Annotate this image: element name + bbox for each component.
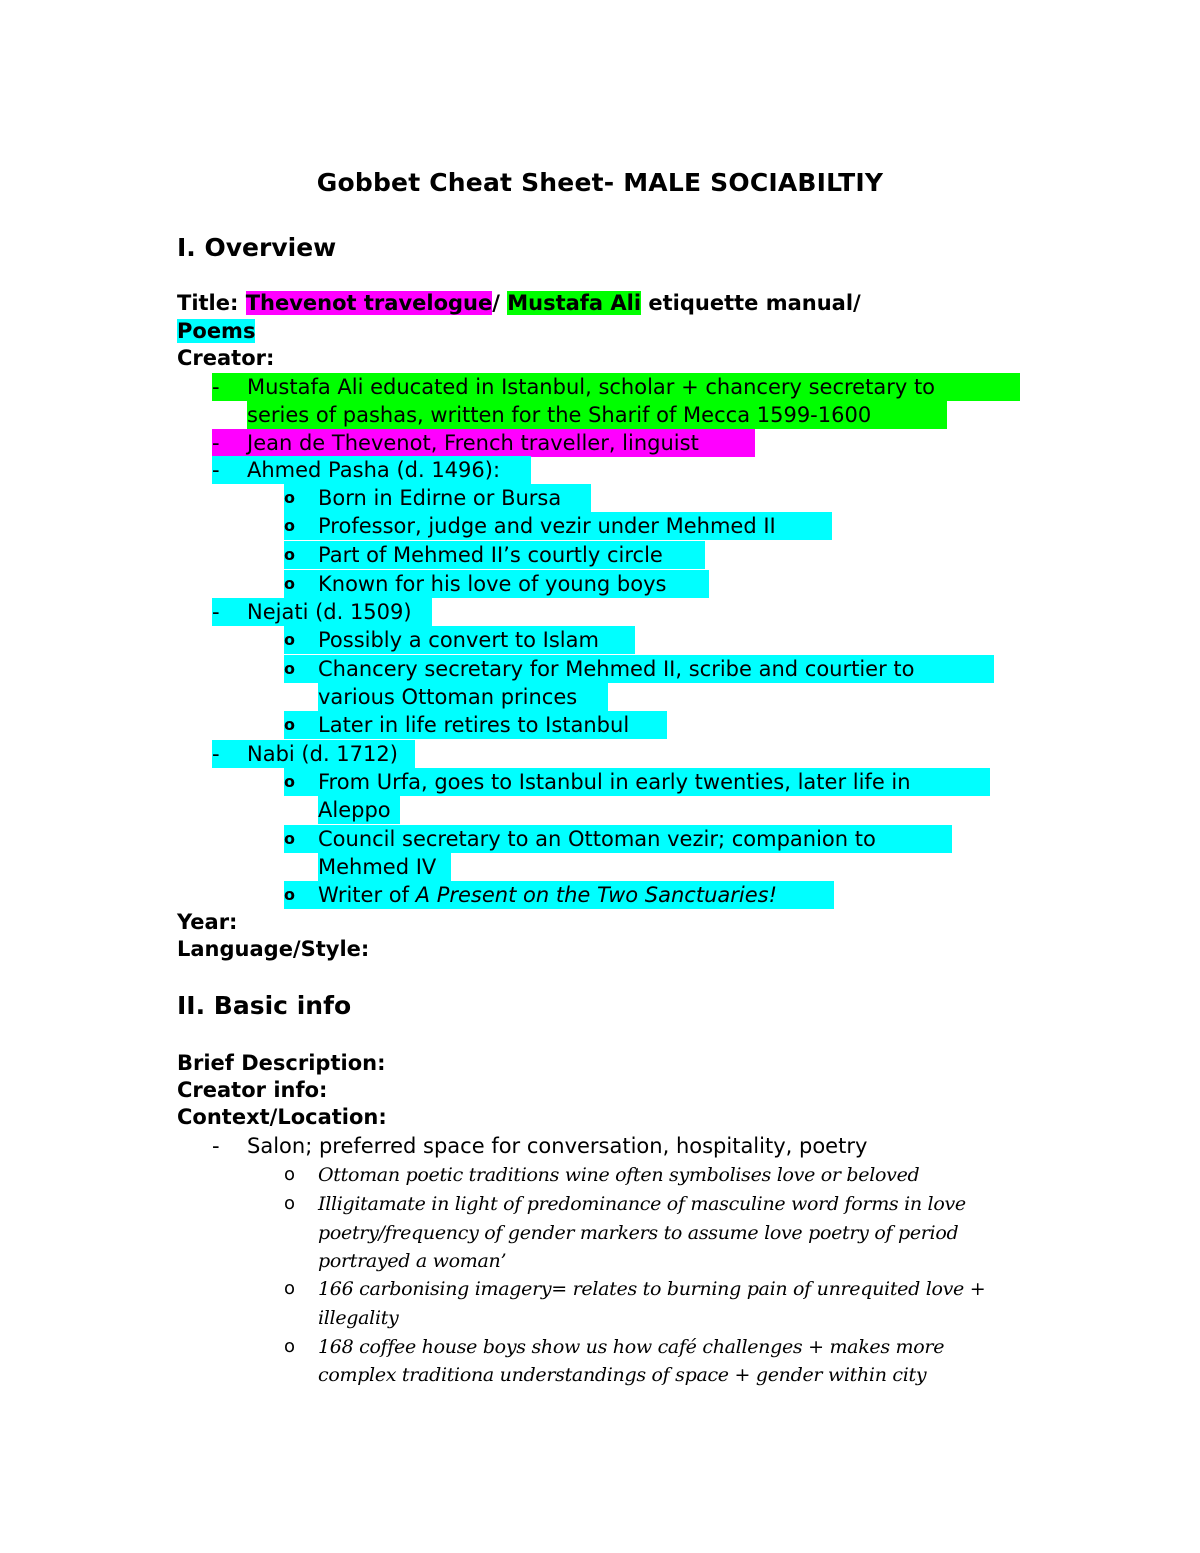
context-item-continued: portrayed a woman’: [318, 1250, 507, 1272]
list-bullet: o: [284, 1336, 296, 1357]
creator-info-label: Creator info:: [177, 1078, 328, 1102]
context-item: 168 coffee house boys show us how café challenges + makes more: [318, 1336, 945, 1358]
dash-bullet: -: [212, 1134, 220, 1158]
context-item: Ottoman poetic traditions wine often symbolises love or beloved: [318, 1164, 920, 1186]
creator-ali-line2: series of pashas, written for the Sharif of Mecca 1599-1600: [247, 403, 872, 427]
dash-bullet: -: [212, 742, 220, 766]
list-bullet: o: [284, 1278, 296, 1299]
writer-prefix: Writer of: [318, 883, 416, 907]
list-bullet: o: [284, 1193, 296, 1214]
list-item: From Urfa, goes to Istanbul in early twenties, later life in: [318, 770, 911, 794]
brief-description-label: Brief Description:: [177, 1051, 386, 1075]
list-item-writer: [318, 881, 777, 909]
list-item: Chancery secretary for Mehmed II, scribe and courtier to: [318, 657, 915, 681]
salon-item: Salon; preferred space for conversation, hospitality, poetry: [247, 1134, 868, 1158]
list-item: Professor, judge and vezir under Mehmed II: [318, 514, 776, 538]
overview-heading: I. Overview: [177, 233, 337, 262]
list-bullet: o: [284, 659, 295, 678]
list-bullet: o: [284, 488, 295, 507]
list-item: Council secretary to an Ottoman vezir; companion to: [318, 827, 876, 851]
creator-ali-line1: Mustafa Ali educated in Istanbul, scholar + chancery secretary to: [247, 375, 936, 399]
list-bullet: o: [284, 545, 295, 564]
creator-label: Creator:: [177, 346, 275, 370]
title-label: Title:: [177, 291, 239, 315]
year-label: Year:: [177, 910, 238, 934]
creator-nejati: Nejati (d. 1509): [247, 600, 412, 624]
list-item-continued: various Ottoman princes: [318, 685, 578, 709]
title-poems: Poems: [177, 319, 256, 343]
list-item: Known for his love of young boys: [318, 572, 667, 596]
writer-title: A Present on the Two Sanctuaries!: [415, 883, 778, 907]
list-item: Later in life retires to Istanbul: [318, 713, 630, 737]
title-line: [177, 291, 861, 315]
title-separator: /: [492, 291, 500, 315]
list-item-continued: Aleppo: [318, 798, 391, 822]
dash-bullet: -: [212, 458, 220, 482]
list-item-continued: Mehmed IV: [318, 855, 437, 879]
title-mustafa-ali: Mustafa Ali: [507, 291, 642, 315]
context-location-label: Context/Location:: [177, 1105, 387, 1129]
creator-nabi: Nabi (d. 1712): [247, 742, 398, 766]
dash-bullet: -: [212, 431, 220, 455]
basic-info-heading: II. Basic info: [177, 991, 352, 1020]
creator-thevenot: Jean de Thevenot, French traveller, linguist: [247, 431, 699, 455]
list-bullet: o: [284, 630, 295, 649]
list-item: Possibly a convert to Islam: [318, 628, 599, 652]
context-item-continued: complex traditiona understandings of space + gender within city: [318, 1364, 927, 1386]
language-style-label: Language/Style:: [177, 937, 370, 961]
context-item-continued: poetry/frequency of gender markers to assume love poetry of period: [318, 1222, 959, 1244]
list-bullet: o: [284, 829, 295, 848]
list-item: Part of Mehmed II’s courtly circle: [318, 543, 663, 567]
list-bullet: o: [284, 772, 295, 791]
list-bullet: o: [284, 574, 295, 593]
list-bullet: o: [284, 1164, 296, 1185]
list-bullet: o: [284, 885, 295, 904]
context-item: Illigitamate in light of predominance of masculine word forms in love: [318, 1193, 966, 1215]
context-item-continued: illegality: [318, 1307, 399, 1329]
list-item: Born in Edirne or Bursa: [318, 486, 562, 510]
dash-bullet: -: [212, 375, 220, 399]
title-thevenot: Thevenot travelogue: [245, 291, 493, 315]
title-etiquette: etiquette manual/: [641, 291, 861, 315]
list-bullet: o: [284, 715, 295, 734]
dash-bullet: -: [212, 600, 220, 624]
list-bullet: o: [284, 516, 295, 535]
document-title: Gobbet Cheat Sheet- MALE SOCIABILTIY: [316, 168, 884, 197]
title-poems-line: [177, 319, 255, 343]
creator-ahmed: Ahmed Pasha (d. 1496):: [247, 458, 501, 482]
context-item: 166 carbonising imagery= relates to burning pain of unrequited love +: [318, 1278, 986, 1300]
